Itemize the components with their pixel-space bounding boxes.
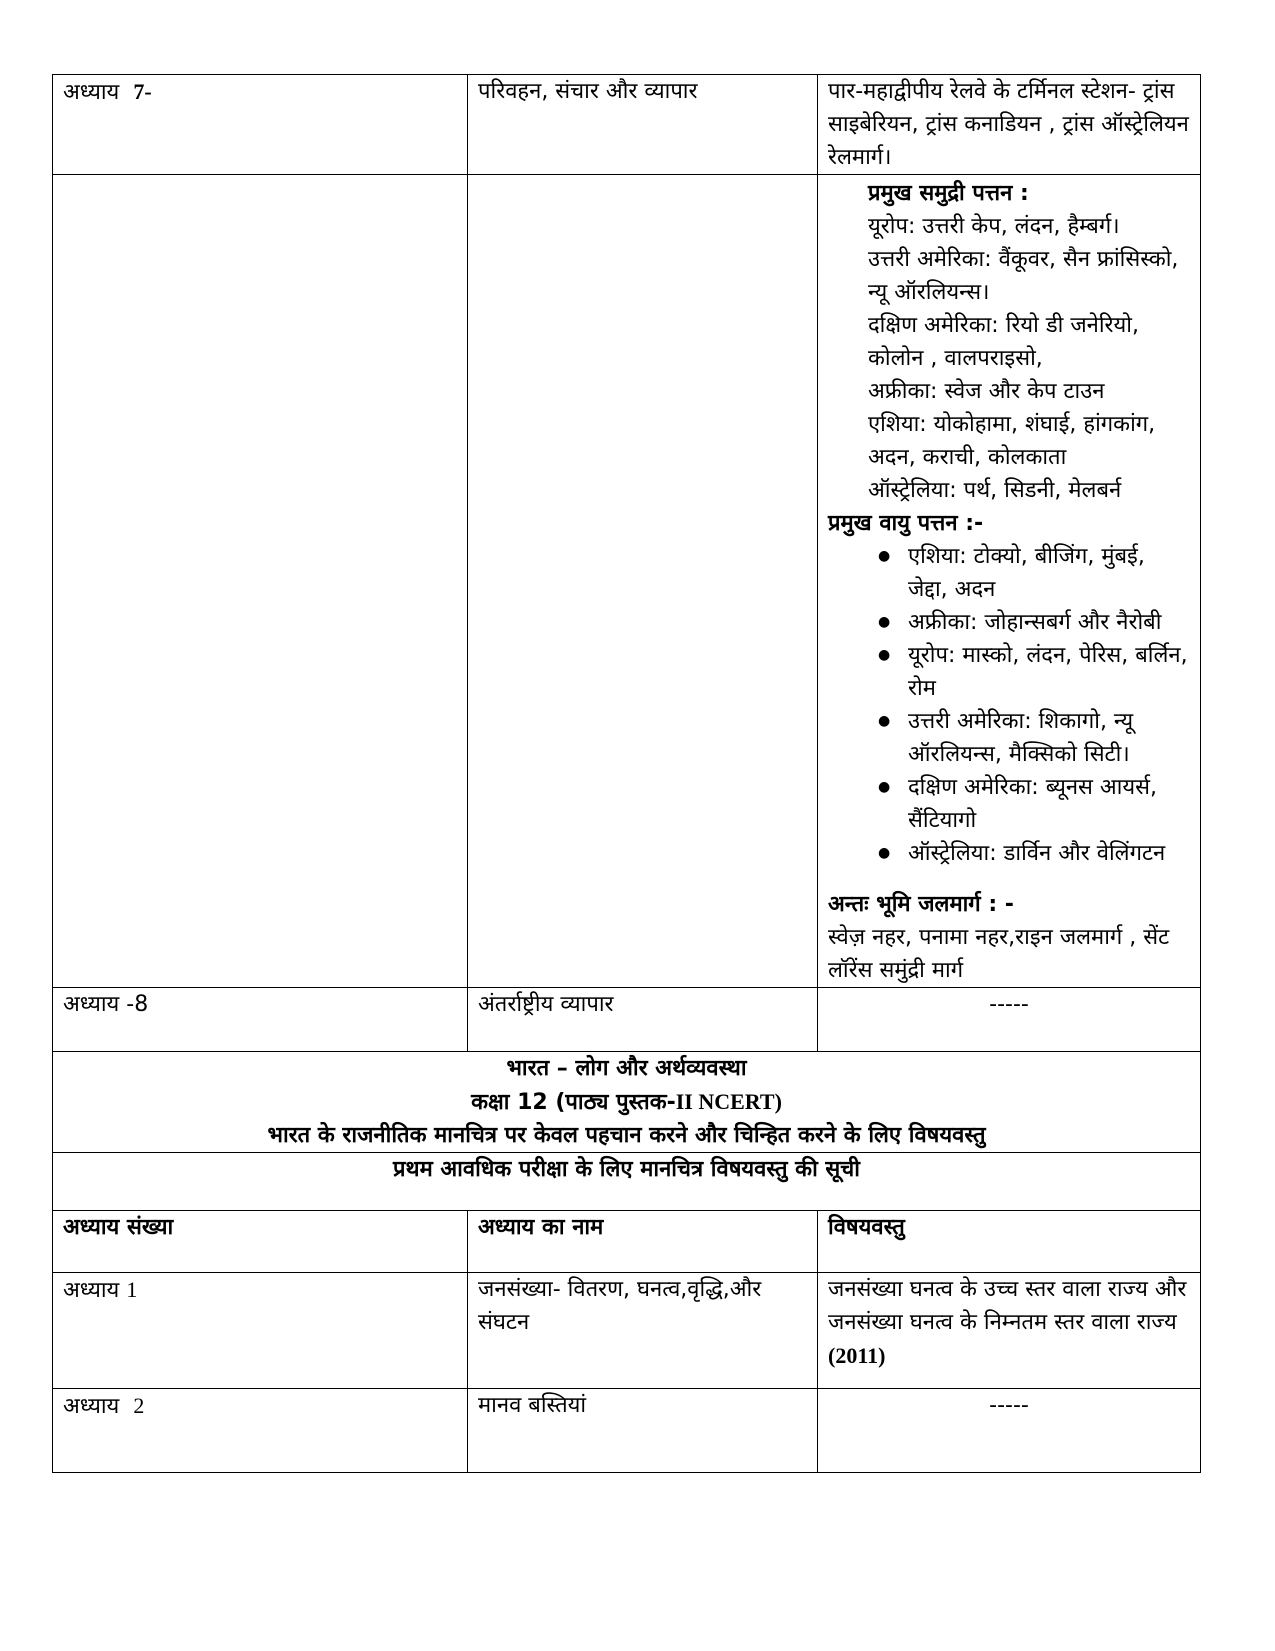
list-item: अफ्रीका: स्वेज और केप टाउन <box>868 379 1105 404</box>
sea-ports-heading: प्रमुख समुद्री पत्तन : <box>868 181 1029 206</box>
column-header: अध्याय का नाम <box>468 1211 818 1273</box>
table-row <box>53 988 1201 1052</box>
table-row <box>53 75 1201 175</box>
empty-cell <box>53 175 468 988</box>
exam-heading: प्रथम आवधिक परीक्षा के लिए मानचित्र विषयवस्तु की सूची <box>53 1153 1201 1211</box>
section-heading-row <box>53 1052 1201 1153</box>
airports-heading: प्रमुख वायु पत्तन :- <box>828 511 984 536</box>
section-description: भारत के राजनीतिक मानचित्र पर केवल पहचान करने और चिन्हित करने के लिए विषयवस्तु <box>267 1123 986 1148</box>
chapter-cell: अध्याय -8 <box>53 988 468 1052</box>
list-item: यूरोप: उत्तरी केप, लंदन, हैम्बर्ग। <box>868 214 1120 239</box>
empty-cell <box>468 175 818 988</box>
list-item: ● एशिया: टोक्यो, बीजिंग, मुंबई, जेद्दा, अदन <box>878 540 1190 606</box>
list-item: ● दक्षिण अमेरिका: ब्यूनस आयर्स, सैंटियागो <box>878 771 1190 837</box>
table-row <box>53 1389 1201 1473</box>
list-item: एशिया: योकोहामा, शंघाई, हांगकांग, अदन, कराची, कोलकाता <box>868 412 1156 470</box>
list-item: ● उत्तरी अमेरिका: शिकागो, न्यू ऑरलियन्स, मैक्सिको सिटी। <box>878 705 1190 771</box>
column-header: अध्याय संख्या <box>53 1211 468 1273</box>
airports-list <box>828 540 1190 870</box>
list-item: ऑस्ट्रेलिया: पर्थ, सिडनी, मेलबर्न <box>868 478 1122 503</box>
waterways-heading: अन्तः भूमि जलमार्ग : - <box>828 892 1014 917</box>
chapter-name-cell: परिवहन, संचार और व्यापार <box>468 75 818 175</box>
waterways-text: स्वेज़ नहर, पनामा नहर,राइन जलमार्ग , सेंट लॉरेंस समुंद्री मार्ग <box>828 925 1170 983</box>
list-item: ● ऑस्ट्रेलिया: डार्विन और वेलिंगटन <box>878 837 1190 870</box>
document-page <box>52 74 1200 1473</box>
list-item: उत्तरी अमेरिका: वैंकूवर, सैन फ्रांसिस्को, न्यू ऑरलियन्स। <box>868 247 1179 305</box>
table-header-row <box>53 1211 1201 1273</box>
table-row <box>53 1273 1201 1389</box>
content-cell <box>818 175 1201 988</box>
content-cell: ----- <box>818 988 1201 1052</box>
chapter-cell: अध्याय 2 <box>53 1389 468 1473</box>
chapter-cell: अध्याय 1 <box>53 1273 468 1389</box>
map-content-table <box>52 74 1201 1473</box>
chapter-cell: अध्याय 7- <box>53 75 468 175</box>
chapter-name-cell: मानव बस्तियां <box>468 1389 818 1473</box>
table-row <box>53 175 1201 988</box>
section-title: भारत – लोग और अर्थव्यवस्था <box>506 1056 747 1081</box>
chapter-name-cell: अंतर्राष्ट्रीय व्यापार <box>468 988 818 1052</box>
content-cell: जनसंख्या घनत्व के उच्च स्तर वाला राज्य और जनसंख्या घनत्व के निम्नतम स्तर वाला राज्य (2011) <box>818 1273 1201 1389</box>
chapter-name-cell: जनसंख्या- वितरण, घनत्व,वृद्धि,और संघटन <box>468 1273 818 1389</box>
list-item: ● यूरोप: मास्को, लंदन, पेरिस, बर्लिन, रोम <box>878 639 1190 705</box>
section-heading-row <box>53 1153 1201 1211</box>
content-cell: ----- <box>818 1389 1201 1473</box>
content-cell: पार-महाद्वीपीय रेलवे के टर्मिनल स्टेशन- ट्रांस साइबेरियन, ट्रांस कनाडियन , ट्रांस ऑस्ट्रेलियन रेलमार्ग। <box>818 75 1201 175</box>
list-item: दक्षिण अमेरिका: रियो डी जनेरियो, कोलोन , वालपराइसो, <box>868 313 1140 371</box>
list-item: ● अफ्रीका: जोहान्सबर्ग और नैरोबी <box>878 606 1190 639</box>
section-subtitle: कक्षा 12 (पाठ्य पुस्तक-II NCERT) <box>471 1089 782 1115</box>
column-header: विषयवस्तु <box>818 1211 1201 1273</box>
